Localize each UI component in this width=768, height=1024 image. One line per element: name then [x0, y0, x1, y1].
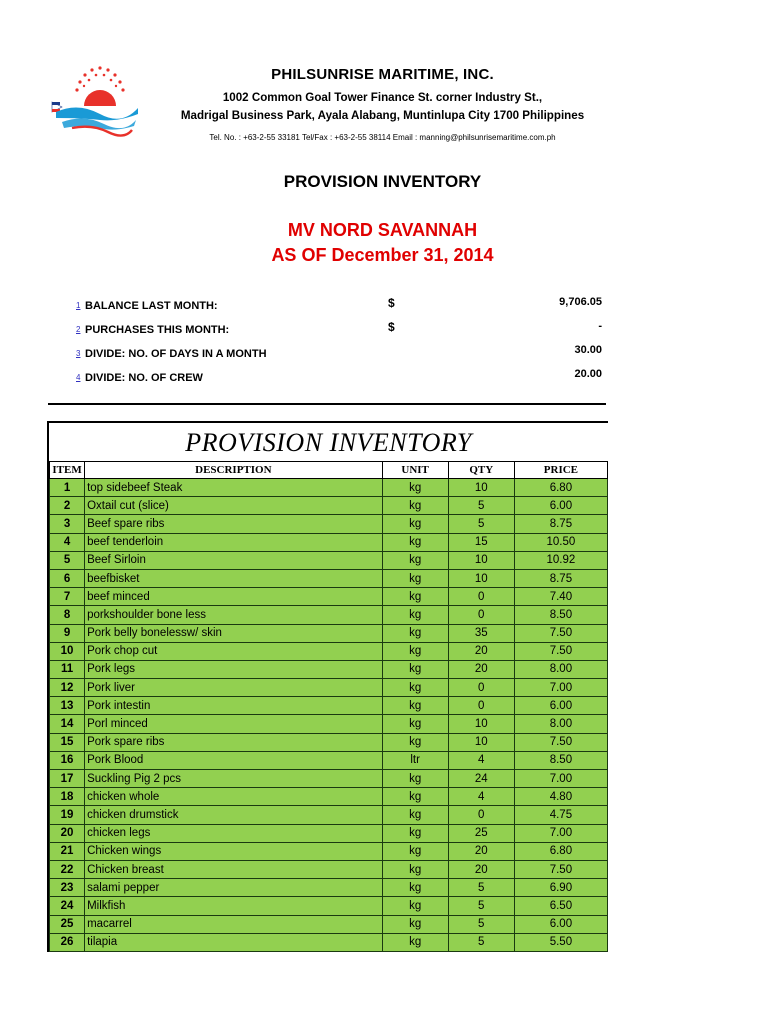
- summary-row-label: DIVIDE: NO. OF DAYS IN A MONTH: [85, 348, 267, 360]
- table-row: [50, 497, 608, 515]
- inventory-table-section: [47, 421, 608, 952]
- qty-cell: 35: [448, 624, 514, 642]
- qty-cell: 10: [448, 715, 514, 733]
- price-cell: 8.50: [514, 751, 607, 769]
- price-cell: 8.75: [514, 569, 607, 587]
- item-number-cell: 4: [50, 533, 85, 551]
- qty-cell: 20: [448, 860, 514, 878]
- item-number-cell: 9: [50, 624, 85, 642]
- company-address-line-2: Madrigal Business Park, Ayala Alabang, Muntinlupa City 1700 Philippines: [180, 109, 585, 122]
- table-row: [50, 660, 608, 678]
- price-cell: 5.50: [514, 933, 607, 951]
- qty-cell: 10: [448, 569, 514, 587]
- item-number-cell: 18: [50, 788, 85, 806]
- item-number-cell: 12: [50, 679, 85, 697]
- inventory-table-title: PROVISION INVENTORY: [185, 428, 472, 457]
- description-cell: Pork chop cut: [85, 642, 383, 660]
- company-name: PHILSUNRISE MARITIME, INC.: [271, 66, 494, 83]
- column-header-price: PRICE: [514, 462, 607, 479]
- vessel-block: [160, 218, 605, 268]
- description-cell: chicken legs: [85, 824, 383, 842]
- item-number-cell: 19: [50, 806, 85, 824]
- item-number-cell: 17: [50, 770, 85, 788]
- currency-symbol: $: [388, 320, 395, 334]
- item-number-cell: 11: [50, 660, 85, 678]
- qty-cell: 0: [448, 679, 514, 697]
- qty-cell: 5: [448, 497, 514, 515]
- description-cell: Pork intestin: [85, 697, 383, 715]
- unit-cell: kg: [382, 842, 448, 860]
- unit-cell: kg: [382, 824, 448, 842]
- item-number-cell: 6: [50, 569, 85, 587]
- summary-row-label: DIVIDE: NO. OF CREW: [85, 372, 203, 384]
- table-row: [50, 679, 608, 697]
- summary-row-number[interactable]: 1: [76, 301, 81, 310]
- summary-row-label: PURCHASES THIS MONTH:: [85, 324, 230, 336]
- description-cell: Oxtail cut (slice): [85, 497, 383, 515]
- table-row: [50, 824, 608, 842]
- item-number-cell: 7: [50, 588, 85, 606]
- description-cell: Pork spare ribs: [85, 733, 383, 751]
- unit-cell: kg: [382, 933, 448, 951]
- description-cell: Pork Blood: [85, 751, 383, 769]
- qty-cell: 20: [448, 842, 514, 860]
- table-row: [50, 697, 608, 715]
- qty-cell: 0: [448, 588, 514, 606]
- table-row: [50, 897, 608, 915]
- table-row: [50, 860, 608, 878]
- table-row: [50, 624, 608, 642]
- unit-cell: kg: [382, 806, 448, 824]
- unit-cell: kg: [382, 879, 448, 897]
- company-header: [160, 66, 605, 142]
- price-cell: 7.00: [514, 679, 607, 697]
- unit-cell: kg: [382, 533, 448, 551]
- qty-cell: 10: [448, 733, 514, 751]
- unit-cell: kg: [382, 642, 448, 660]
- item-number-cell: 20: [50, 824, 85, 842]
- unit-cell: ltr: [382, 751, 448, 769]
- table-row: [50, 551, 608, 569]
- unit-cell: kg: [382, 715, 448, 733]
- item-number-cell: 22: [50, 860, 85, 878]
- summary-row-value: 30.00: [574, 344, 602, 356]
- description-cell: Suckling Pig 2 pcs: [85, 770, 383, 788]
- description-cell: Porl minced: [85, 715, 383, 733]
- table-row: [50, 806, 608, 824]
- qty-cell: 15: [448, 533, 514, 551]
- unit-cell: kg: [382, 679, 448, 697]
- table-row: [50, 479, 608, 497]
- description-cell: chicken drumstick: [85, 806, 383, 824]
- description-cell: beefbisket: [85, 569, 383, 587]
- price-cell: 7.50: [514, 733, 607, 751]
- column-header-description: DESCRIPTION: [85, 462, 383, 479]
- table-row: [50, 515, 608, 533]
- item-number-cell: 2: [50, 497, 85, 515]
- price-cell: 7.00: [514, 824, 607, 842]
- unit-cell: kg: [382, 788, 448, 806]
- unit-cell: kg: [382, 551, 448, 569]
- summary-row-value: 9,706.05: [559, 296, 602, 308]
- item-number-cell: 3: [50, 515, 85, 533]
- table-row: [50, 606, 608, 624]
- summary-row-crew: [76, 368, 606, 392]
- price-cell: 6.80: [514, 479, 607, 497]
- table-row: [50, 842, 608, 860]
- column-header-qty: QTY: [448, 462, 514, 479]
- qty-cell: 5: [448, 897, 514, 915]
- qty-cell: 0: [448, 806, 514, 824]
- unit-cell: kg: [382, 915, 448, 933]
- unit-cell: kg: [382, 479, 448, 497]
- description-cell: Milkfish: [85, 897, 383, 915]
- description-cell: chicken whole: [85, 788, 383, 806]
- price-cell: 7.50: [514, 642, 607, 660]
- description-cell: Pork legs: [85, 660, 383, 678]
- price-cell: 8.00: [514, 715, 607, 733]
- description-cell: Beef spare ribs: [85, 515, 383, 533]
- description-cell: macarrel: [85, 915, 383, 933]
- table-row: [50, 733, 608, 751]
- qty-cell: 4: [448, 751, 514, 769]
- currency-symbol: $: [388, 296, 395, 310]
- item-number-cell: 15: [50, 733, 85, 751]
- price-cell: 10.92: [514, 551, 607, 569]
- summary-row-balance: [76, 296, 606, 320]
- item-number-cell: 8: [50, 606, 85, 624]
- qty-cell: 5: [448, 515, 514, 533]
- summary-row-value: 20.00: [574, 368, 602, 380]
- table-row: [50, 533, 608, 551]
- table-row: [50, 879, 608, 897]
- summary-row-days: [76, 344, 606, 368]
- item-number-cell: 25: [50, 915, 85, 933]
- section-divider: [48, 403, 606, 405]
- item-number-cell: 14: [50, 715, 85, 733]
- qty-cell: 25: [448, 824, 514, 842]
- price-cell: 7.00: [514, 770, 607, 788]
- description-cell: Beef Sirloin: [85, 551, 383, 569]
- unit-cell: kg: [382, 660, 448, 678]
- table-row: [50, 569, 608, 587]
- table-body: [50, 479, 608, 952]
- table-header-row: [50, 462, 608, 479]
- as-of-date: AS OF December 31, 2014: [271, 245, 494, 265]
- summary-row-number[interactable]: 2: [76, 325, 81, 334]
- item-number-cell: 5: [50, 551, 85, 569]
- summary-row-value: -: [598, 320, 602, 332]
- description-cell: Chicken wings: [85, 842, 383, 860]
- description-cell: tilapia: [85, 933, 383, 951]
- price-cell: 6.00: [514, 915, 607, 933]
- description-cell: Pork belly bonelessw/ skin: [85, 624, 383, 642]
- table-row: [50, 642, 608, 660]
- qty-cell: 0: [448, 697, 514, 715]
- column-header-item: ITEM: [50, 462, 85, 479]
- vessel-name: MV NORD SAVANNAH: [287, 220, 478, 240]
- qty-cell: 5: [448, 879, 514, 897]
- unit-cell: kg: [382, 860, 448, 878]
- inventory-table: [49, 461, 608, 952]
- price-cell: 4.80: [514, 788, 607, 806]
- table-row: [50, 770, 608, 788]
- unit-cell: kg: [382, 697, 448, 715]
- description-cell: salami pepper: [85, 879, 383, 897]
- company-logo: [48, 62, 138, 140]
- table-row: [50, 915, 608, 933]
- price-cell: 7.50: [514, 624, 607, 642]
- unit-cell: kg: [382, 497, 448, 515]
- qty-cell: 4: [448, 788, 514, 806]
- unit-cell: kg: [382, 515, 448, 533]
- description-cell: Pork liver: [85, 679, 383, 697]
- item-number-cell: 10: [50, 642, 85, 660]
- price-cell: 10.50: [514, 533, 607, 551]
- qty-cell: 24: [448, 770, 514, 788]
- document-title: PROVISION INVENTORY: [283, 172, 482, 191]
- qty-cell: 0: [448, 606, 514, 624]
- item-number-cell: 23: [50, 879, 85, 897]
- description-cell: beef minced: [85, 588, 383, 606]
- table-row: [50, 788, 608, 806]
- price-cell: 8.00: [514, 660, 607, 678]
- unit-cell: kg: [382, 588, 448, 606]
- summary-row-number[interactable]: 4: [76, 373, 81, 382]
- qty-cell: 10: [448, 551, 514, 569]
- price-cell: 8.75: [514, 515, 607, 533]
- price-cell: 6.90: [514, 879, 607, 897]
- company-address-line-1: 1002 Common Goal Tower Finance St. corner Industry St.,: [222, 91, 543, 104]
- price-cell: 4.75: [514, 806, 607, 824]
- price-cell: 6.00: [514, 497, 607, 515]
- item-number-cell: 13: [50, 697, 85, 715]
- description-cell: Chicken breast: [85, 860, 383, 878]
- summary-row-purchases: [76, 320, 606, 344]
- item-number-cell: 16: [50, 751, 85, 769]
- summary-row-label: BALANCE LAST MONTH:: [85, 300, 218, 312]
- summary-section: [76, 296, 606, 392]
- description-cell: porkshoulder bone less: [85, 606, 383, 624]
- unit-cell: kg: [382, 733, 448, 751]
- item-number-cell: 26: [50, 933, 85, 951]
- item-number-cell: 1: [50, 479, 85, 497]
- unit-cell: kg: [382, 606, 448, 624]
- price-cell: 7.50: [514, 860, 607, 878]
- price-cell: 6.80: [514, 842, 607, 860]
- qty-cell: 5: [448, 933, 514, 951]
- description-cell: top sidebeef Steak: [85, 479, 383, 497]
- table-row: [50, 588, 608, 606]
- summary-row-number[interactable]: 3: [76, 349, 81, 358]
- qty-cell: 20: [448, 660, 514, 678]
- unit-cell: kg: [382, 897, 448, 915]
- table-row: [50, 933, 608, 951]
- unit-cell: kg: [382, 569, 448, 587]
- item-number-cell: 24: [50, 897, 85, 915]
- unit-cell: kg: [382, 624, 448, 642]
- price-cell: 6.50: [514, 897, 607, 915]
- description-cell: beef tenderloin: [85, 533, 383, 551]
- qty-cell: 10: [448, 479, 514, 497]
- table-row: [50, 751, 608, 769]
- company-contact: Tel. No. : +63-2-55 33181 Tel/Fax : +63-2-55 38114 Email : manning@philsunrisemaritime.com.ph: [209, 133, 556, 142]
- qty-cell: 20: [448, 642, 514, 660]
- unit-cell: kg: [382, 770, 448, 788]
- price-cell: 7.40: [514, 588, 607, 606]
- price-cell: 8.50: [514, 606, 607, 624]
- qty-cell: 5: [448, 915, 514, 933]
- price-cell: 6.00: [514, 697, 607, 715]
- item-number-cell: 21: [50, 842, 85, 860]
- table-row: [50, 715, 608, 733]
- column-header-unit: UNIT: [382, 462, 448, 479]
